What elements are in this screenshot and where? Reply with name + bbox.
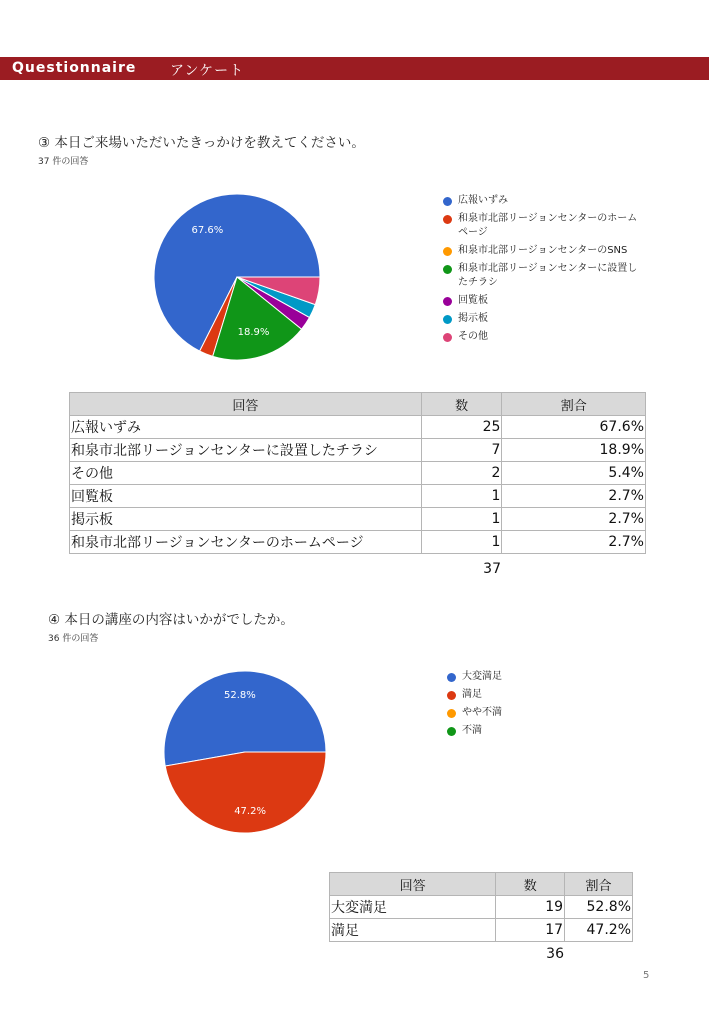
count-cell: 1 xyxy=(421,508,502,531)
count-cell: 25 xyxy=(421,416,502,439)
legend-label: 不満 xyxy=(462,725,482,736)
header-title: Questionnaire xyxy=(12,60,137,76)
percent-cell: 2.7% xyxy=(502,531,646,554)
q4-response-count: 36 件の回答 xyxy=(48,634,99,644)
legend-label: 満足 xyxy=(462,689,482,700)
percent-cell: 52.8% xyxy=(565,896,633,919)
percent-cell: 5.4% xyxy=(502,462,646,485)
count-cell: 1 xyxy=(421,531,502,554)
legend-item xyxy=(447,706,567,720)
answer-cell: その他 xyxy=(70,462,422,485)
legend-label: 和泉市北部リージョンセンターのSNS xyxy=(458,245,628,256)
legend-label: やや不満 xyxy=(462,707,502,718)
percent-cell: 18.9% xyxy=(502,439,646,462)
count-cell: 7 xyxy=(421,439,502,462)
column-header: 数 xyxy=(496,873,565,896)
legend-label: 和泉市北部リージョンセンターに設置し たチラシ xyxy=(458,263,638,288)
legend-label: 掲示板 xyxy=(458,313,488,324)
q3-total: 37 xyxy=(483,561,501,577)
q3-response-count: 37 件の回答 xyxy=(38,157,89,167)
legend-label: その他 xyxy=(458,331,488,342)
column-header: 割合 xyxy=(565,873,633,896)
pie-slice-label: 18.9% xyxy=(237,326,270,338)
table-row xyxy=(330,896,633,919)
column-header: 回答 xyxy=(70,393,422,416)
page-number: 5 xyxy=(643,970,650,981)
table-header-row xyxy=(330,873,633,896)
q4-table xyxy=(329,872,633,942)
pie-slice-label: 67.6% xyxy=(191,224,224,236)
column-header: 数 xyxy=(421,393,502,416)
count-cell: 19 xyxy=(496,896,565,919)
legend-swatch-icon xyxy=(447,709,456,718)
pie-slice-label: 47.2% xyxy=(234,806,266,818)
legend-swatch-icon xyxy=(447,727,456,736)
percent-cell: 47.2% xyxy=(565,919,633,942)
answer-cell: 満足 xyxy=(330,919,496,942)
legend-label: 和泉市北部リージョンセンターのホーム ページ xyxy=(458,213,638,238)
answer-cell: 回覧板 xyxy=(70,485,422,508)
q4-title: ④ 本日の講座の内容はいかがでしたか。 xyxy=(48,612,294,628)
answer-cell: 広報いずみ xyxy=(70,416,422,439)
table-row xyxy=(330,919,633,942)
legend-label: 回覧板 xyxy=(458,295,488,306)
legend-item xyxy=(447,688,567,702)
q3-title: ③ 本日ご来場いただいたきっかけを教えてください。 xyxy=(38,135,365,151)
column-header: 割合 xyxy=(502,393,646,416)
legend-item xyxy=(447,724,567,738)
answer-cell: 掲示板 xyxy=(70,508,422,531)
answer-cell: 大変満足 xyxy=(330,896,496,919)
q4-total: 36 xyxy=(546,946,564,962)
header-subtitle: アンケート xyxy=(170,63,245,79)
legend-swatch-icon xyxy=(447,691,456,700)
legend-label: 大変満足 xyxy=(462,671,502,682)
count-cell: 17 xyxy=(496,919,565,942)
legend-swatch-icon xyxy=(447,673,456,682)
legend-label: 広報いずみ xyxy=(458,195,508,206)
count-cell: 1 xyxy=(421,485,502,508)
pie-slice xyxy=(165,752,326,833)
count-cell: 2 xyxy=(421,462,502,485)
percent-cell: 67.6% xyxy=(502,416,646,439)
legend-item xyxy=(447,670,567,684)
q4-legend xyxy=(447,670,567,742)
answer-cell: 和泉市北部リージョンセンターに設置したチラシ xyxy=(70,439,422,462)
percent-cell: 2.7% xyxy=(502,485,646,508)
answer-cell: 和泉市北部リージョンセンターのホームページ xyxy=(70,531,422,554)
column-header: 回答 xyxy=(330,873,496,896)
pie-slice-label: 52.8% xyxy=(224,689,256,701)
percent-cell: 2.7% xyxy=(502,508,646,531)
